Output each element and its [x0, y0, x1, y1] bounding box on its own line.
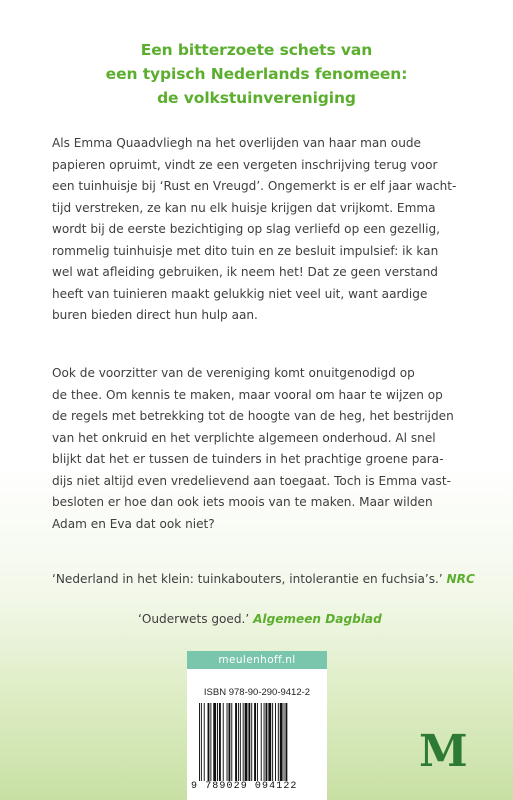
barcode-bar [284, 703, 285, 781]
text-line: rommelig tuinhuisje met dito tuin en ze besluit impulsief: ik kan [52, 243, 439, 258]
text-line: Adam en Eva dat ook niet? [52, 516, 215, 531]
text-line: wel wat afleiding gebruiken, ik neem het! Dat ze geen verstand [52, 265, 438, 279]
text-line: papieren opruimt, vindt ze een vergeten inschrijving terug voor [52, 157, 438, 172]
barcode-bar [238, 703, 239, 781]
barcode-bar [251, 703, 252, 781]
barcode-digits: 9 789029 094122 [191, 781, 298, 792]
barcode-bar [223, 703, 224, 781]
text-line: blijkt dat het er tussen de tuinders in het prachtige groene para- [52, 452, 444, 466]
barcode-bar [201, 703, 202, 781]
text-line: Ook de voorzitter van de vereniging komt onuitgenodigd op [52, 366, 415, 380]
barcode-bar [235, 703, 237, 781]
barcode-bar [219, 703, 221, 781]
text-line: wordt bij de eerste bezichtiging op slag verliefd op een gezellig, [52, 222, 440, 236]
barcode-bar [227, 703, 228, 781]
barcode-bar [240, 703, 241, 781]
publisher-url: meulenhoff.nl [187, 651, 327, 669]
text-line: de thee. Om kennis te maken, maar vooral om haar te wijzen op [52, 387, 443, 402]
barcode-bar [278, 703, 279, 781]
barcode-bar [228, 703, 230, 781]
quote-source: Algemeen Dagblad [253, 612, 382, 626]
barcode-area [187, 669, 327, 800]
barcode-bar [243, 703, 244, 781]
text-line: van het onkruid en het verplichte algemeen onderhoud. Al snel [52, 430, 436, 445]
barcode-bar [280, 703, 283, 781]
barcode-bar [210, 703, 211, 781]
tagline-line: een typisch Nederlands fenomeen: [105, 65, 408, 83]
text-line: Als Emma Quaadvliegh na het overlijden van haar man oude [52, 136, 421, 150]
barcode-bar [268, 703, 271, 781]
back-cover-tagline [0, 38, 513, 110]
barcode-bar [266, 703, 268, 781]
barcode-bar [264, 703, 265, 781]
barcode-bar [208, 703, 210, 781]
text-line: tijd verstreken, ze kan nu elk huisje krijgen dat vrijkomt. Emma [52, 200, 436, 215]
barcode-bar [275, 703, 276, 781]
quote-text: ‘Ouderwets goed.’ [138, 612, 254, 626]
text-line: een tuinhuisje bij ‘Rust en Vreugd’. Ongemerkt is er elf jaar wacht- [52, 179, 457, 193]
text-line: heeft van tuinieren maakt gelukkig niet veel uit, want aardige [52, 286, 428, 301]
isbn-label: ISBN 978-90-290-9412-2 [203, 687, 311, 698]
barcode-bar [254, 703, 256, 781]
barcode-bar [231, 703, 232, 781]
review-quote-nrc [52, 572, 475, 586]
barcode-bar [248, 703, 250, 781]
barcode-bar [213, 703, 216, 781]
barcode-bar [245, 703, 248, 781]
tagline-line: de volkstuinvereniging [157, 89, 356, 107]
barcode-bar [285, 703, 287, 781]
barcode-bar [257, 703, 258, 781]
barcode-bar [199, 703, 200, 781]
barcode-icon [199, 703, 315, 781]
quote-source: NRC [446, 572, 475, 586]
blurb-paragraph-1 [52, 133, 482, 327]
text-line: dijs niet altijd even vredelievend aan toegaat. Toch is Emma vast- [52, 473, 451, 488]
review-quote-ad [138, 612, 382, 626]
text-line: de regels met betrekking tot de hoogte van de heg, het bestrijden [52, 409, 454, 423]
barcode-bar [272, 703, 273, 781]
text-line: besloten er hoe dan ook iets moois van te maken. Maar wilden [52, 495, 433, 509]
tagline-line: Een bitterzoete schets van [140, 41, 373, 59]
publisher-logo: M [419, 726, 468, 777]
barcode-bar [217, 703, 218, 781]
text-line: buren bieden direct hun hulp aan. [52, 308, 258, 322]
barcode-bar [204, 703, 205, 781]
quote-text: ‘Nederland in het klein: tuinkabouters, intolerantie en fuchsia’s.’ [52, 572, 447, 586]
barcode-bar [261, 703, 262, 781]
blurb-paragraph-2 [52, 363, 482, 535]
